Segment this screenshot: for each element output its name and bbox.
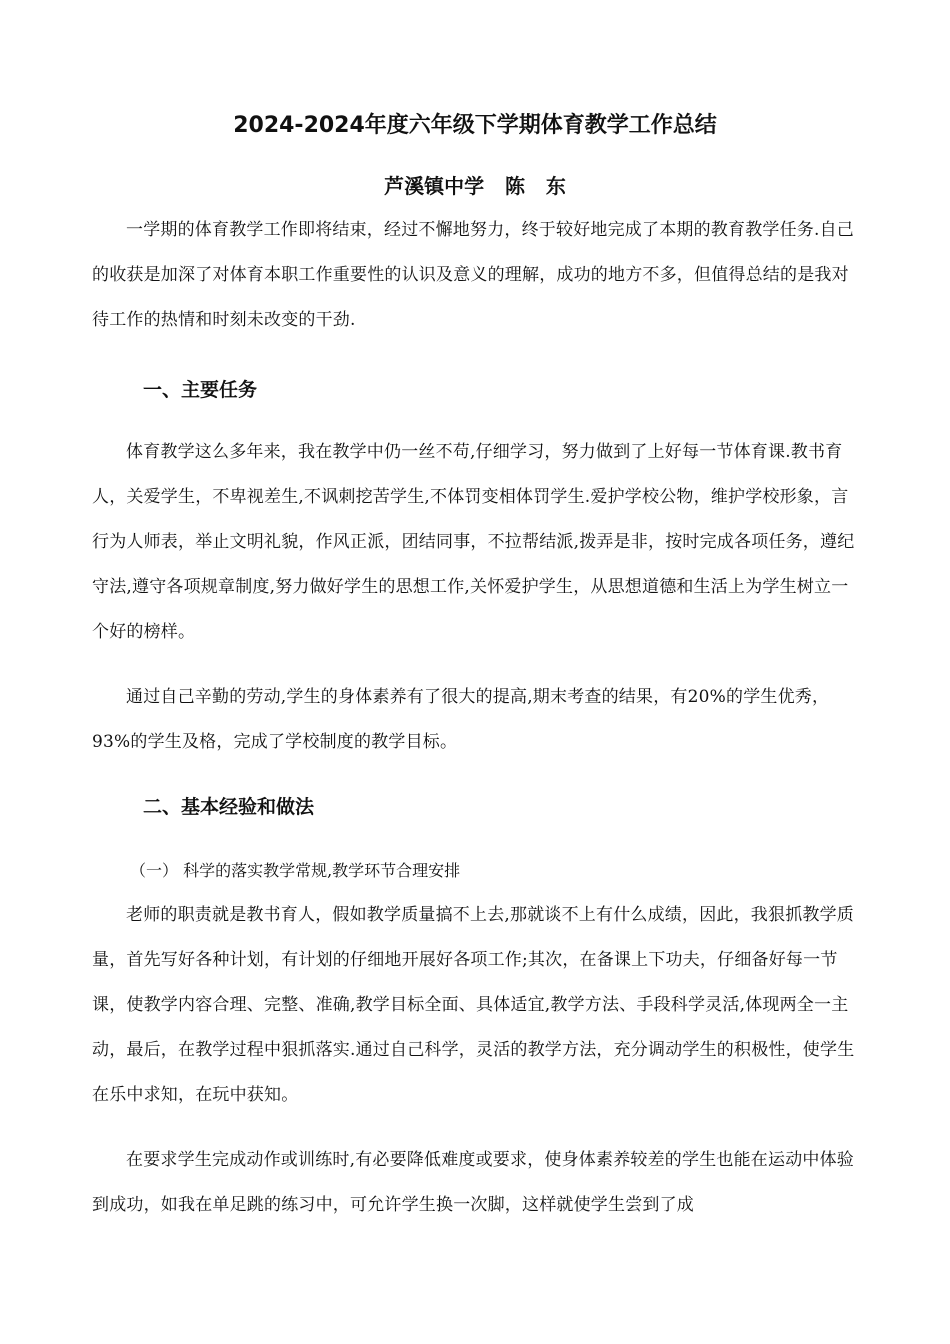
subsection-heading-routine: （一） 科学的落实教学常规,教学环节合理安排 [130,861,461,880]
main-tasks-paragraph: 体育教学这么多年来，我在教学中仍一丝不苟,仔细学习，努力做到了上好每一节体育课.教书育人，关爱学生，不卑视差生,不讽刺挖苦学生,不体罚变相体罚学生.爱护学校公物，维护学校形象，言行为人师表，举止文明礼貌，作风正派，团结同事，不拉帮结派,拨弄是非，按时完成各项任务，遵纪守法,遵守各项规章制度,努力做好学生的思想工作,关怀爱护学生，从思想道德和生活上为学生树立一个好的榜样。 [92,442,855,642]
section-heading-experience: 二、基本经验和做法 [143,796,315,818]
teaching-quality-paragraph: 老师的职责就是教书育人，假如教学质量搞不上去,那就谈不上有什么成绩，因此，我狠抓教学质量，首先写好各种计划，有计划的仔细地开展好各项工作;其次，在备课上下功夫，仔细备好每一节课，使教学内容合理、完整、准确,教学目标全面、具体适宜,教学方法、手段科学灵活,体现两全一主动，最后，在教学过程中狠抓落实.通过自己科学，灵活的教学方法，充分调动学生的积极性，使学生在乐中求知，在玩中获知。 [92,905,855,1105]
document-author: 芦溪镇中学 陈 东 [384,174,566,198]
difficulty-paragraph: 在要求学生完成动作或训练时,有必要降低难度或要求，使身体素养较差的学生也能在运动中体验到成功，如我在单足跳的练习中，可允许学生换一次脚，这样就使学生尝到了成 [92,1150,855,1215]
intro-paragraph: 一学期的体育教学工作即将结束，经过不懈地努力，终于较好地完成了本期的教育教学任务.自己的收获是加深了对体育本职工作重要性的认识及意义的理解，成功的地方不多，但值得总结的是我对待工作的热情和时刻未改变的干劲. [92,220,855,330]
document-title: 2024-2024年度六年级下学期体育教学工作总结 [233,113,717,138]
section-heading-main-tasks: 一、主要任务 [143,379,258,401]
results-paragraph: 通过自己辛勤的劳动,学生的身体素养有了很大的提高,期末考查的结果，有20%的学生优秀，93%的学生及格，完成了学校制度的教学目标。 [92,687,830,752]
